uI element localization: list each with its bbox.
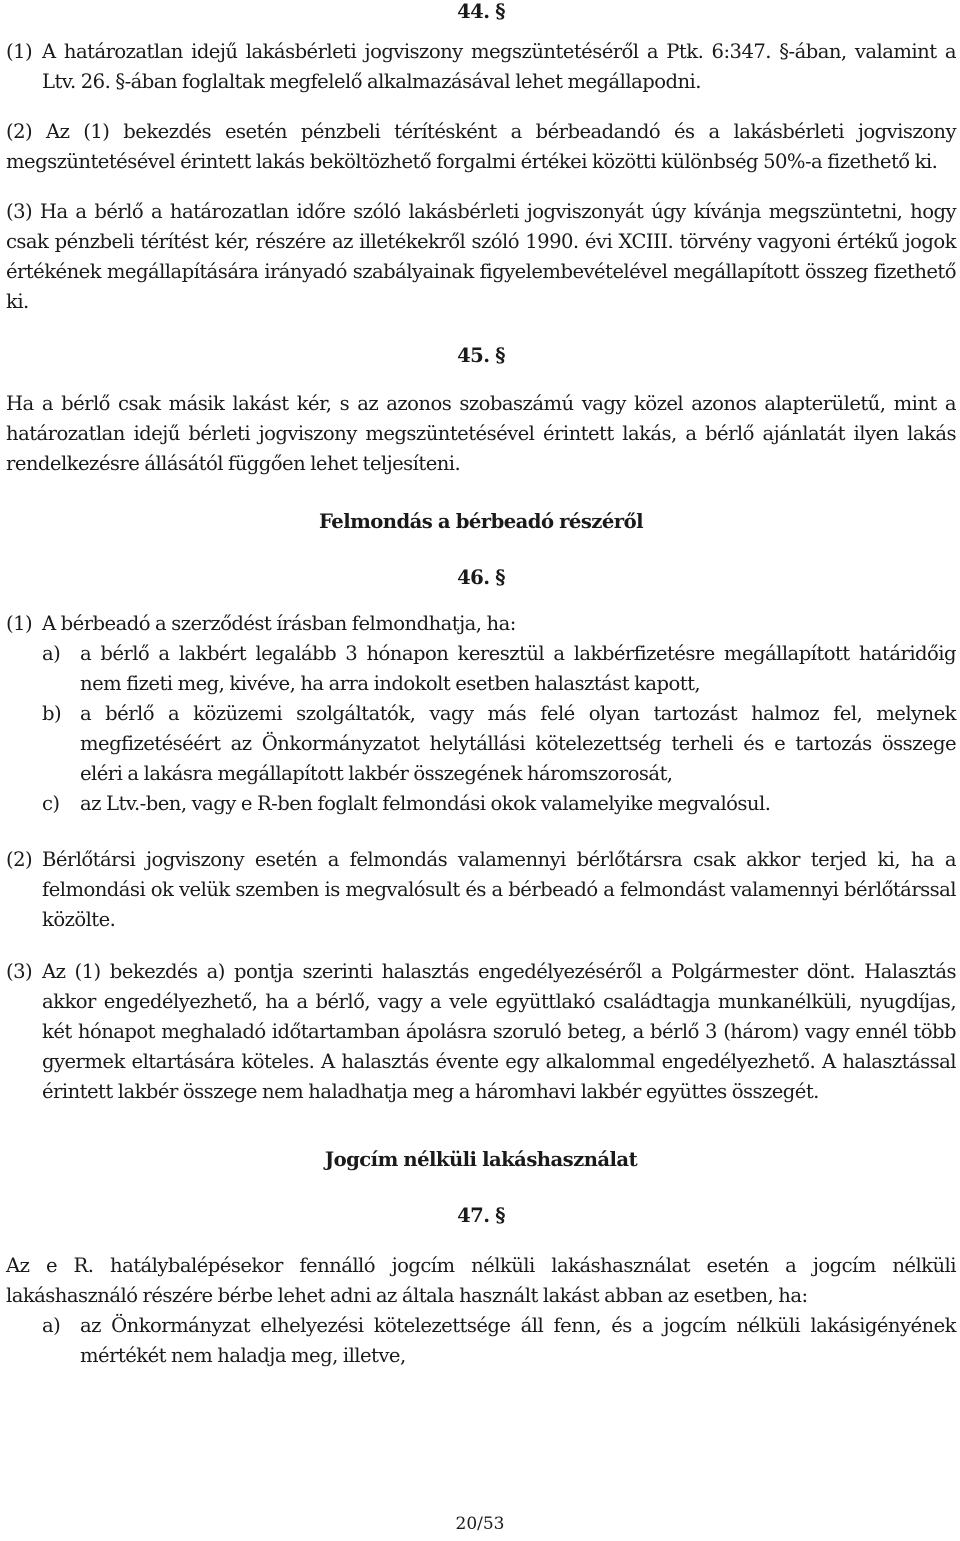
paragraph-text: Bérlőtársi jogviszony esetén a felmondás valamennyi bérlőtársra csak akkor terjed ki, ha a felmondási ok velük szemben is megvalósult és a bérbeadó a felmondást valamennyi bérlőtárssal közölte. bbox=[42, 848, 956, 931]
paragraph-text: A határozatlan idejű lakásbérleti jogviszony megszüntetéséről a Ptk. 6:347. §-ában, valamint a Ltv. 26. §-ában foglaltak megfelelő alkalmazásával lehet megállapodni. bbox=[42, 40, 956, 93]
paragraph-number: (2) bbox=[6, 848, 33, 871]
section-44-paragraph-3: (3) Ha a bérlő a határozatlan időre szóló lakásbérleti jogviszonyát úgy kívánja megszüntetni, hogy csak pénzbeli térítést kér, részére az illetékekről szóló 1990. évi XCIII. törvény vagyoni értékű jogok értékének megállapítására irányadó szabályainak figyelembevételével megállapított összeg fizethető ki. bbox=[6, 200, 956, 313]
list-item-text: a bérlő a lakbért legalább 3 hónapon keresztül a lakbérfizetésre megállapított határidőig nem fizeti meg, kivéve, ha arra indokolt esetben halasztást kapott, bbox=[80, 642, 956, 695]
section-47-text: Az e R. hatálybalépésekor fennálló jogcím nélküli lakáshasználat esetén a jogcím nélküli lakáshasználó részére bérbe lehet adni az általa használt lakást abban az esetben, ha: bbox=[6, 1254, 956, 1307]
list-item bbox=[6, 639, 956, 699]
section-46-paragraph-2 bbox=[6, 845, 956, 935]
section-46-heading: 46. § bbox=[457, 566, 505, 589]
list-item-label: c) bbox=[42, 792, 60, 815]
list-item-text: az Önkormányzat elhelyezési kötelezettsége áll fenn, és a jogcím nélküli lakásigényének mértékét nem haladja meg, illetve, bbox=[80, 1314, 956, 1367]
page-number: 20/53 bbox=[455, 1514, 505, 1534]
section-44-paragraph-2: (2) Az (1) bekezdés esetén pénzbeli térítésként a bérbeadandó és a lakásbérleti jogviszony megszüntetésével érintett lakás beköltözhető forgalmi értékei közötti különbség 50%-a fizethető ki. bbox=[6, 120, 956, 173]
paragraph-text: Az (1) bekezdés a) pontja szerinti halasztás engedélyezéséről a Polgármester dönt. Halasztás akkor engedélyezhető, ha a bérlő, vagy a vele együttlakó családtagja munkanélküli, nyugdíjas, két hónapot meghaladó időtartamban ápolásra szoruló beteg, a bérlő 3 (három) vagy ennél több gyermek eltartására köteles. A halasztás évente egy alkalommal engedélyezhető. A halasztással érintett lakbér összege nem haladhatja meg a háromhavi lakbér együttes összegét. bbox=[42, 960, 956, 1103]
list-item-label: a) bbox=[42, 1314, 61, 1337]
section-45-text: Ha a bérlő csak másik lakást kér, s az azonos szobaszámú vagy közel azonos alapterületű, mint a határozatlan idejű bérleti jogviszony megszüntetésével érintett lakás, a bérlő ajánlatát ilyen lakás rendelkezésre állásától függően lehet teljesíteni. bbox=[6, 392, 956, 475]
list-item bbox=[6, 699, 956, 789]
list-item-text: a bérlő a közüzemi szolgáltatók, vagy más felé olyan tartozást halmoz fel, melynek megfizetéséért az Önkormányzatot helytállási kötelezettség terheli és e tartozás összege eléri a lakásra megállapított lakbér összegének háromszorosát, bbox=[80, 702, 956, 785]
list-item-label: a) bbox=[42, 642, 61, 665]
list-item bbox=[6, 1311, 956, 1371]
list-item-label: b) bbox=[42, 702, 62, 725]
section-45-heading: 45. § bbox=[457, 344, 505, 367]
paragraph-number: (3) bbox=[6, 960, 33, 983]
section-46-paragraph-3 bbox=[6, 957, 956, 1107]
paragraph-number: (1) bbox=[6, 40, 33, 63]
section-title-felmondas: Felmondás a bérbeadó részéről bbox=[318, 510, 643, 533]
document-page bbox=[6, 0, 956, 1371]
section-46-paragraph-1 bbox=[6, 609, 956, 639]
list-item-text: az Ltv.-ben, vagy e R-ben foglalt felmondási okok valamelyike megvalósul. bbox=[80, 792, 771, 815]
section-44-paragraph-1 bbox=[6, 37, 956, 97]
section-47-heading: 47. § bbox=[457, 1204, 505, 1227]
list-item bbox=[6, 789, 956, 819]
section-44-heading: 44. § bbox=[457, 0, 505, 23]
section-title-jogcim: Jogcím nélküli lakáshasználat bbox=[324, 1148, 638, 1171]
paragraph-number: (1) bbox=[6, 612, 33, 635]
paragraph-text: A bérbeadó a szerződést írásban felmondhatja, ha: bbox=[42, 612, 516, 635]
